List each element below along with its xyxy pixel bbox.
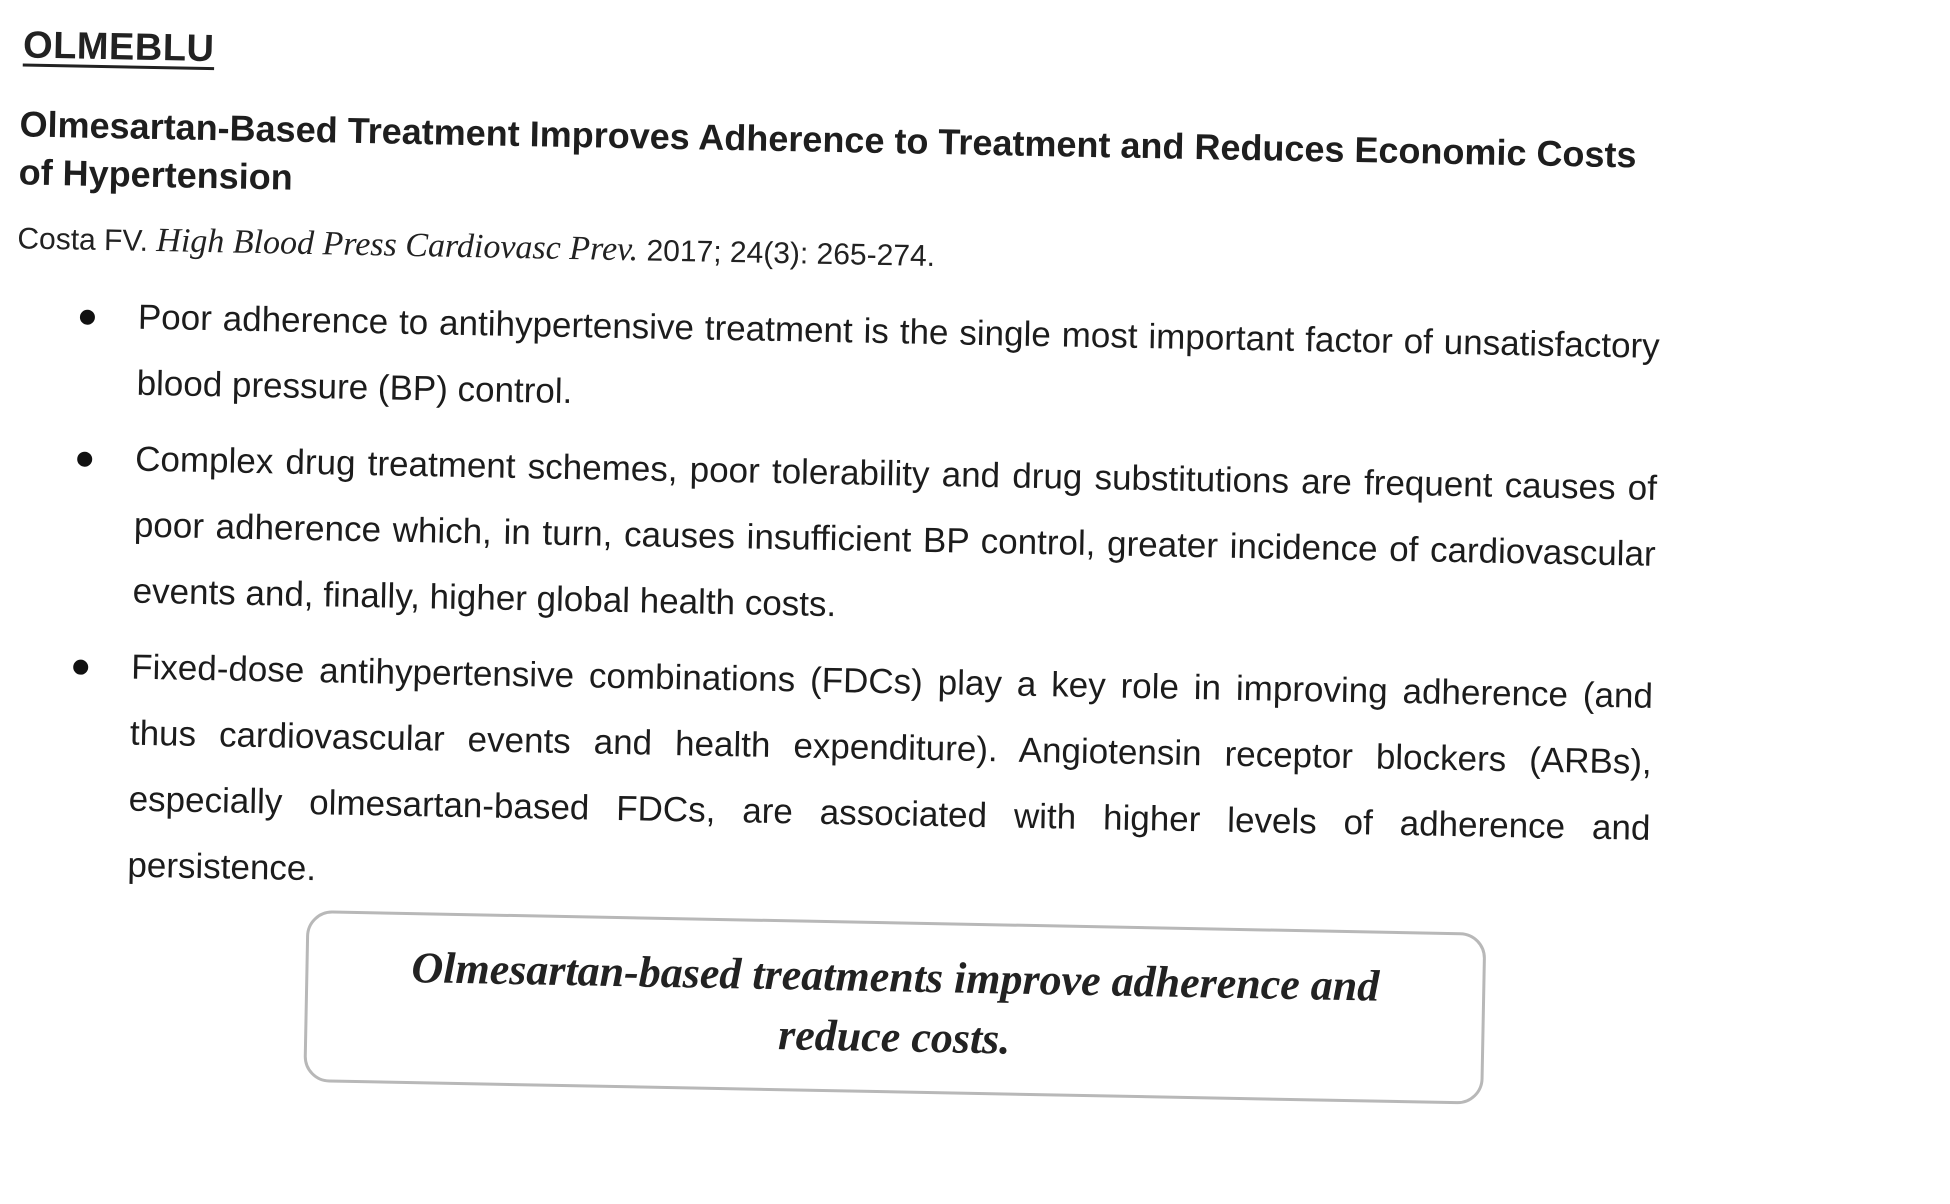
article-title: Olmesartan-Based Treatment Improves Adherence to Treatment and Reduces Economic Costs of Hypertension <box>18 103 1637 198</box>
summary-callout-text: Olmesartan-based treatments improve adherence and reduce costs. <box>411 943 1380 1064</box>
list-item-text: Fixed-dose antihypertensive combinations (FDCs) play a key role in improving adherence (and thus cardiovascular events and health expenditure). Angiotensin receptor blockers (ARBs), especially olmesartan-based FDCs, are associated with higher levels of adherence and persistence. <box>127 647 1654 889</box>
citation-details: 2017; 24(3): 265-274. <box>646 234 936 273</box>
bullet-icon <box>73 660 88 675</box>
bullet-icon <box>77 452 92 467</box>
list-item <box>74 426 1658 654</box>
summary-callout-box <box>303 910 1486 1105</box>
citation-journal: High Blood Press Cardiovasc Prev. <box>156 222 639 269</box>
list-item-text: Complex drug treatment schemes, poor tolerability and drug substitutions are frequent causes of poor adherence which, in turn, causes insufficient BP control, greater incidence of cardiovascular events and, finally, higher global health costs. <box>132 439 1658 625</box>
list-item <box>69 634 1654 928</box>
list-item-text: Poor adherence to antihypertensive treatment is the single most important factor of unsatisfactory blood pressure (BP) control. <box>136 297 1661 412</box>
list-item <box>78 284 1660 446</box>
key-points-list <box>69 284 1661 938</box>
citation-author: Costa FV. <box>17 222 149 258</box>
citation <box>17 218 935 277</box>
bullet-icon <box>80 310 95 325</box>
brand-heading: OLMEBLU <box>22 24 215 71</box>
